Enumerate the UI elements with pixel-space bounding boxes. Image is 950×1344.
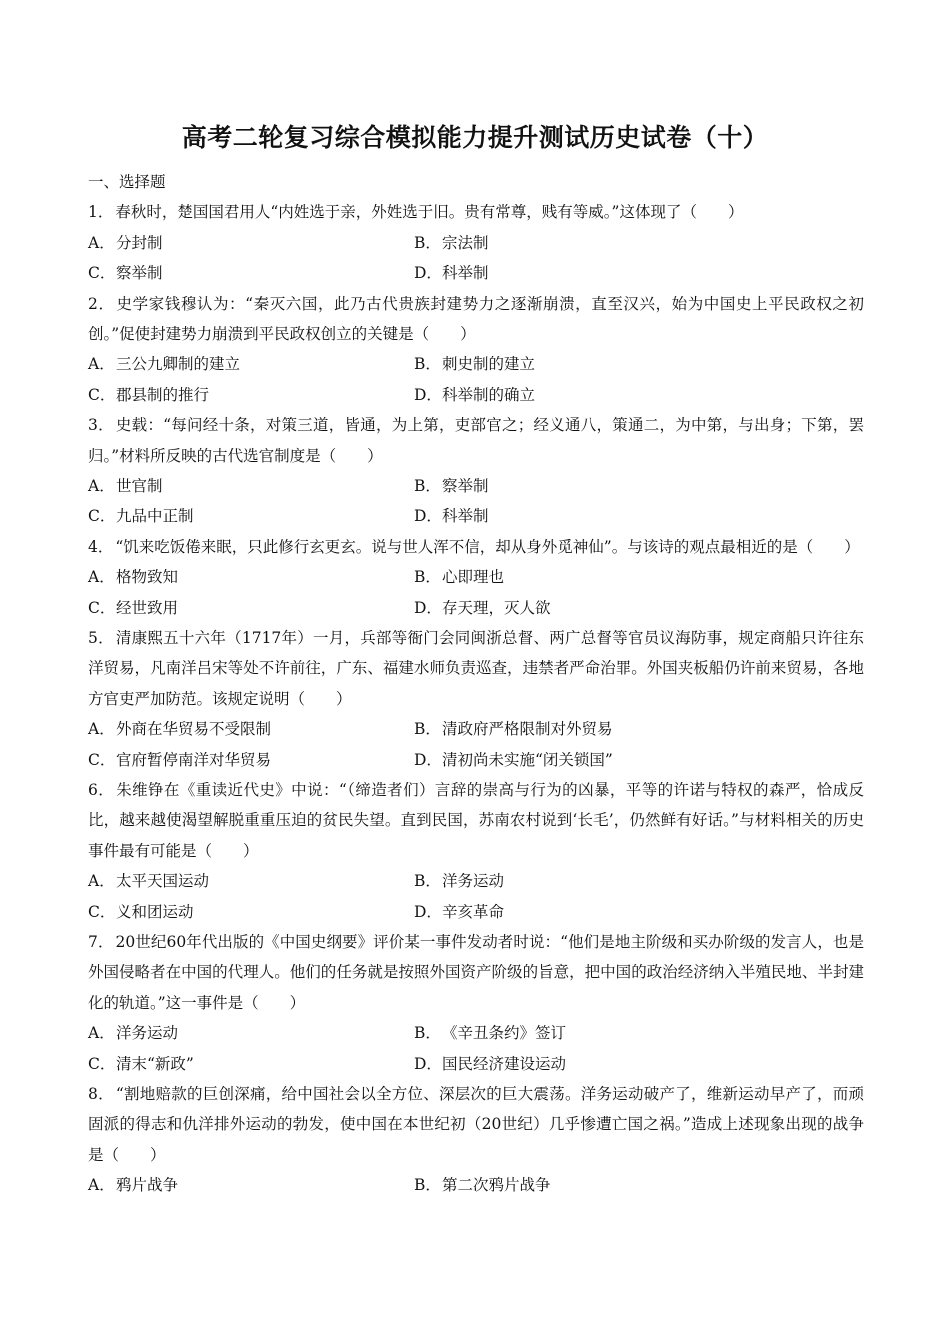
option-text: 察举制 [116, 264, 163, 283]
option-text: 格物致知 [116, 568, 179, 587]
option-text: 第二次鸦片战争 [442, 1176, 551, 1195]
option-text: 清初尚未实施“闭关锁国” [442, 750, 613, 769]
option-text: 国民经济建设运动 [442, 1054, 567, 1073]
option-letter: D． [414, 385, 442, 404]
question-2 [88, 289, 864, 411]
option-row [88, 1170, 864, 1200]
question-text: 20世纪60年代出版的《中国史纲要》评价某一事件发动者时说：“他们是地主阶级和买办阶级的发言人，也是外国侵略者在中国的代理人。他们的任务就是按照外国资产阶级的旨意，把中国的政治经济纳入半殖民地、半封建化的轨道。”这一事件是（ ） [88, 932, 864, 1012]
option-text: 义和团运动 [116, 902, 194, 921]
question-stem [88, 623, 864, 714]
option-b [414, 562, 854, 592]
option-a [88, 562, 414, 592]
option-letter: C． [88, 385, 116, 404]
option-c [88, 593, 414, 623]
option-letter: A． [88, 233, 115, 252]
question-5 [88, 623, 864, 775]
question-stem [88, 289, 864, 350]
option-letter: B． [414, 1024, 441, 1043]
option-d [414, 380, 854, 410]
question-number: 2． [88, 294, 115, 313]
option-b [414, 228, 854, 258]
option-letter: B． [414, 233, 441, 252]
option-row [88, 380, 864, 410]
question-text: 清康熙五十六年（1717年）一月，兵部等衙门会同闽浙总督、两广总督等官员议海防事，规定商船只许往东洋贸易，凡南洋吕宋等处不许前往，广东、福建水师负责巡查，违禁者严命治罪。外国夹板船仍许前来贸易，各地方官吏严加防范。该规定说明（ ） [88, 628, 864, 708]
option-b [414, 471, 854, 501]
question-number: 8． [88, 1084, 114, 1103]
option-text: 清末“新政” [116, 1054, 194, 1073]
question-stem [88, 927, 864, 1018]
question-stem [88, 410, 864, 471]
option-row [88, 593, 864, 623]
option-row [88, 714, 864, 744]
option-text: 辛亥革命 [442, 902, 505, 921]
option-d [414, 501, 854, 531]
question-number: 1． [88, 203, 114, 222]
option-text: 科举制 [442, 507, 489, 526]
option-letter: C． [88, 750, 116, 769]
option-d [414, 1049, 854, 1079]
option-row [88, 745, 864, 775]
option-text: 鸦片战争 [116, 1176, 179, 1195]
question-number: 5． [88, 628, 114, 647]
question-stem [88, 197, 864, 227]
option-d [414, 745, 854, 775]
option-row [88, 228, 864, 258]
question-text: “饥来吃饭倦来眠，只此修行玄更玄。说与世人浑不信，却从身外觅神仙”。与该诗的观点最相近的是（ ） [115, 537, 860, 556]
option-letter: C． [88, 902, 116, 921]
option-a [88, 866, 414, 896]
option-c [88, 501, 414, 531]
page-title: 高考二轮复习综合模拟能力提升测试历史试卷（十） [181, 123, 769, 152]
option-c [88, 745, 414, 775]
option-row [88, 866, 864, 896]
option-row [88, 1049, 864, 1079]
option-letter: C． [88, 1054, 116, 1073]
option-text: 九品中正制 [116, 507, 194, 526]
option-letter: B． [414, 568, 441, 587]
option-text: 察举制 [442, 476, 489, 495]
option-text: 官府暂停南洋对华贸易 [116, 750, 272, 769]
option-letter: B． [414, 720, 441, 739]
option-text: 分封制 [116, 233, 163, 252]
option-letter: A． [88, 355, 115, 374]
question-text: 春秋时，楚国国君用人“内姓选于亲，外姓选于旧。贵有常尊，贱有等威。”这体现了（ ） [115, 203, 744, 222]
option-a [88, 1018, 414, 1048]
option-text: 《辛丑条约》签订 [442, 1024, 567, 1043]
question-number: 6． [88, 780, 115, 799]
option-text: 洋务运动 [116, 1024, 179, 1043]
option-a [88, 228, 414, 258]
option-d [414, 593, 854, 623]
option-d [414, 258, 854, 288]
question-list [88, 167, 864, 1201]
option-text: 三公九卿制的建立 [116, 355, 241, 374]
option-text: 科举制 [442, 264, 489, 283]
option-text: 世官制 [116, 476, 163, 495]
option-letter: A． [88, 568, 115, 587]
option-b [414, 1018, 854, 1048]
option-letter: A． [88, 476, 115, 495]
option-c [88, 1049, 414, 1079]
option-c [88, 380, 414, 410]
option-letter: C． [88, 264, 116, 283]
option-letter: A． [88, 872, 115, 891]
option-text: 太平天国运动 [116, 872, 210, 891]
question-6 [88, 775, 864, 927]
option-text: 清政府严格限制对外贸易 [442, 720, 613, 739]
question-text: “割地赔款的巨创深痛，给中国社会以全方位、深层次的巨大震荡。洋务运动破产了，维新运动早产了，而顽固派的得志和仇洋排外运动的勃发，使中国在本世纪初（20世纪）几乎惨遭亡国之祸。”造成上述现象出现的战争是（ ） [88, 1084, 864, 1164]
option-c [88, 897, 414, 927]
option-letter: A． [88, 720, 115, 739]
option-row [88, 562, 864, 592]
option-text: 外商在华贸易不受限制 [116, 720, 272, 739]
option-letter: C． [88, 598, 116, 617]
option-text: 刺史制的建立 [442, 355, 536, 374]
option-d [414, 897, 854, 927]
option-a [88, 714, 414, 744]
question-number: 7． [88, 932, 114, 951]
section-heading: 一、选择题 [88, 173, 166, 191]
option-letter: C． [88, 507, 116, 526]
option-letter: D． [414, 507, 442, 526]
option-text: 洋务运动 [442, 872, 505, 891]
question-4 [88, 532, 864, 623]
option-b [414, 349, 854, 379]
option-b [414, 1170, 854, 1200]
option-letter: A． [88, 1024, 115, 1043]
option-letter: B． [414, 355, 441, 374]
question-stem [88, 775, 864, 866]
option-row [88, 258, 864, 288]
question-text: 史学家钱穆认为：“秦灭六国，此乃古代贵族封建势力之逐渐崩溃，直至汉兴，始为中国史上平民政权之初创。”促使封建势力崩溃到平民政权创立的关键是（ ） [88, 294, 864, 343]
option-text: 宗法制 [442, 233, 489, 252]
option-letter: B． [414, 1176, 441, 1195]
option-row [88, 501, 864, 531]
option-text: 科举制的确立 [442, 385, 536, 404]
option-text: 郡县制的推行 [116, 385, 210, 404]
option-letter: B． [414, 476, 441, 495]
option-row [88, 1018, 864, 1048]
option-letter: B． [414, 872, 441, 891]
question-8 [88, 1079, 864, 1201]
question-number: 4． [88, 537, 114, 556]
option-letter: D． [414, 750, 442, 769]
option-c [88, 258, 414, 288]
option-b [414, 714, 854, 744]
question-text: 史载：“每问经十条，对策三道，皆通，为上第，吏部官之；经义通八，策通二，为中第，与出身；下第，罢归。”材料所反映的古代选官制度是（ ） [88, 416, 864, 465]
option-letter: D． [414, 1054, 442, 1073]
option-letter: A． [88, 1176, 115, 1195]
question-stem [88, 1079, 864, 1170]
option-text: 心即理也 [442, 568, 505, 587]
option-a [88, 1170, 414, 1200]
option-text: 经世致用 [116, 598, 179, 617]
option-letter: D． [414, 264, 442, 283]
option-row [88, 897, 864, 927]
option-text: 存天理，灭人欲 [442, 598, 551, 617]
question-1 [88, 197, 864, 288]
question-number: 3． [88, 416, 114, 435]
option-a [88, 349, 414, 379]
question-stem [88, 532, 864, 562]
option-b [414, 866, 854, 896]
question-7 [88, 927, 864, 1079]
option-letter: D． [414, 598, 442, 617]
option-letter: D． [414, 902, 442, 921]
question-3 [88, 410, 864, 532]
option-row [88, 349, 864, 379]
option-row [88, 471, 864, 501]
question-text: 朱维铮在《重读近代史》中说：“（缔造者们）言辞的崇高与行为的凶暴，平等的许诺与特权的森严，恰成反比，越来越使渴望解脱重重压迫的贫民失望。直到民国，苏南农村说到‘长毛’，仍然鲜有好话。”与材料相关的历史事件最有可能是（ ） [88, 780, 864, 860]
option-a [88, 471, 414, 501]
